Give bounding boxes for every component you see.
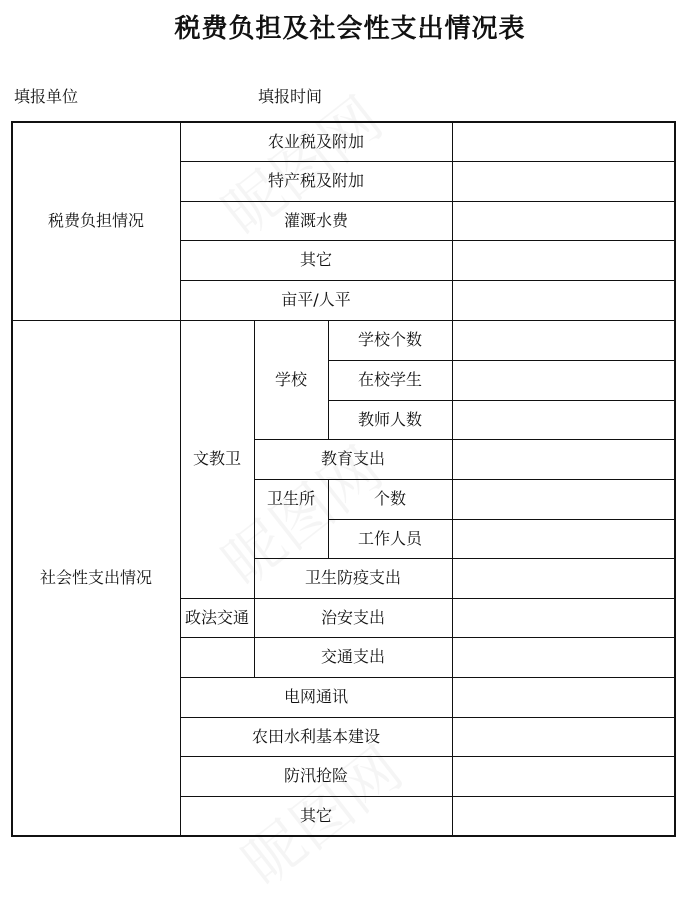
security-expense: 治安支出	[320, 607, 385, 627]
social-section-label: 社会性支出情况	[39, 568, 152, 587]
school-count: 学校个数	[357, 330, 422, 349]
clinic-staff: 工作人员	[357, 528, 422, 548]
clinic-count: 个数	[373, 489, 406, 508]
tax-item-per-unit: 亩平/人平	[281, 290, 351, 309]
epidemic-expense: 卫生防疫支出	[304, 568, 401, 587]
school-students: 在校学生	[357, 370, 422, 389]
school-teachers: 教师人数	[357, 409, 422, 429]
time-label: 填报时间	[258, 87, 323, 106]
unit-label: 填报单位	[14, 87, 79, 106]
clinic-label: 卫生所	[266, 489, 315, 508]
school-label: 学校	[274, 369, 307, 389]
grid-comm: 电网通讯	[283, 687, 348, 706]
law-transport-label: 政法交通	[184, 608, 249, 627]
social-other: 其它	[299, 806, 332, 825]
water-conservancy: 农田水利基本建设	[251, 726, 380, 746]
page-title: 税费负担及社会性支出情况表	[174, 14, 526, 44]
tax-item-special: 特产税及附加	[267, 171, 364, 190]
flood-control: 防汛抢险	[283, 766, 348, 785]
tax-item-agri: 农业税及附加	[267, 131, 364, 151]
transport-expense: 交通支出	[320, 647, 385, 666]
tax-item-irrigation: 灌溉水费	[283, 210, 348, 230]
tax-item-other: 其它	[299, 250, 332, 269]
tax-section-label: 税费负担情况	[47, 211, 144, 230]
education-expense: 教育支出	[320, 449, 385, 468]
culture-label: 文教卫	[192, 449, 241, 468]
